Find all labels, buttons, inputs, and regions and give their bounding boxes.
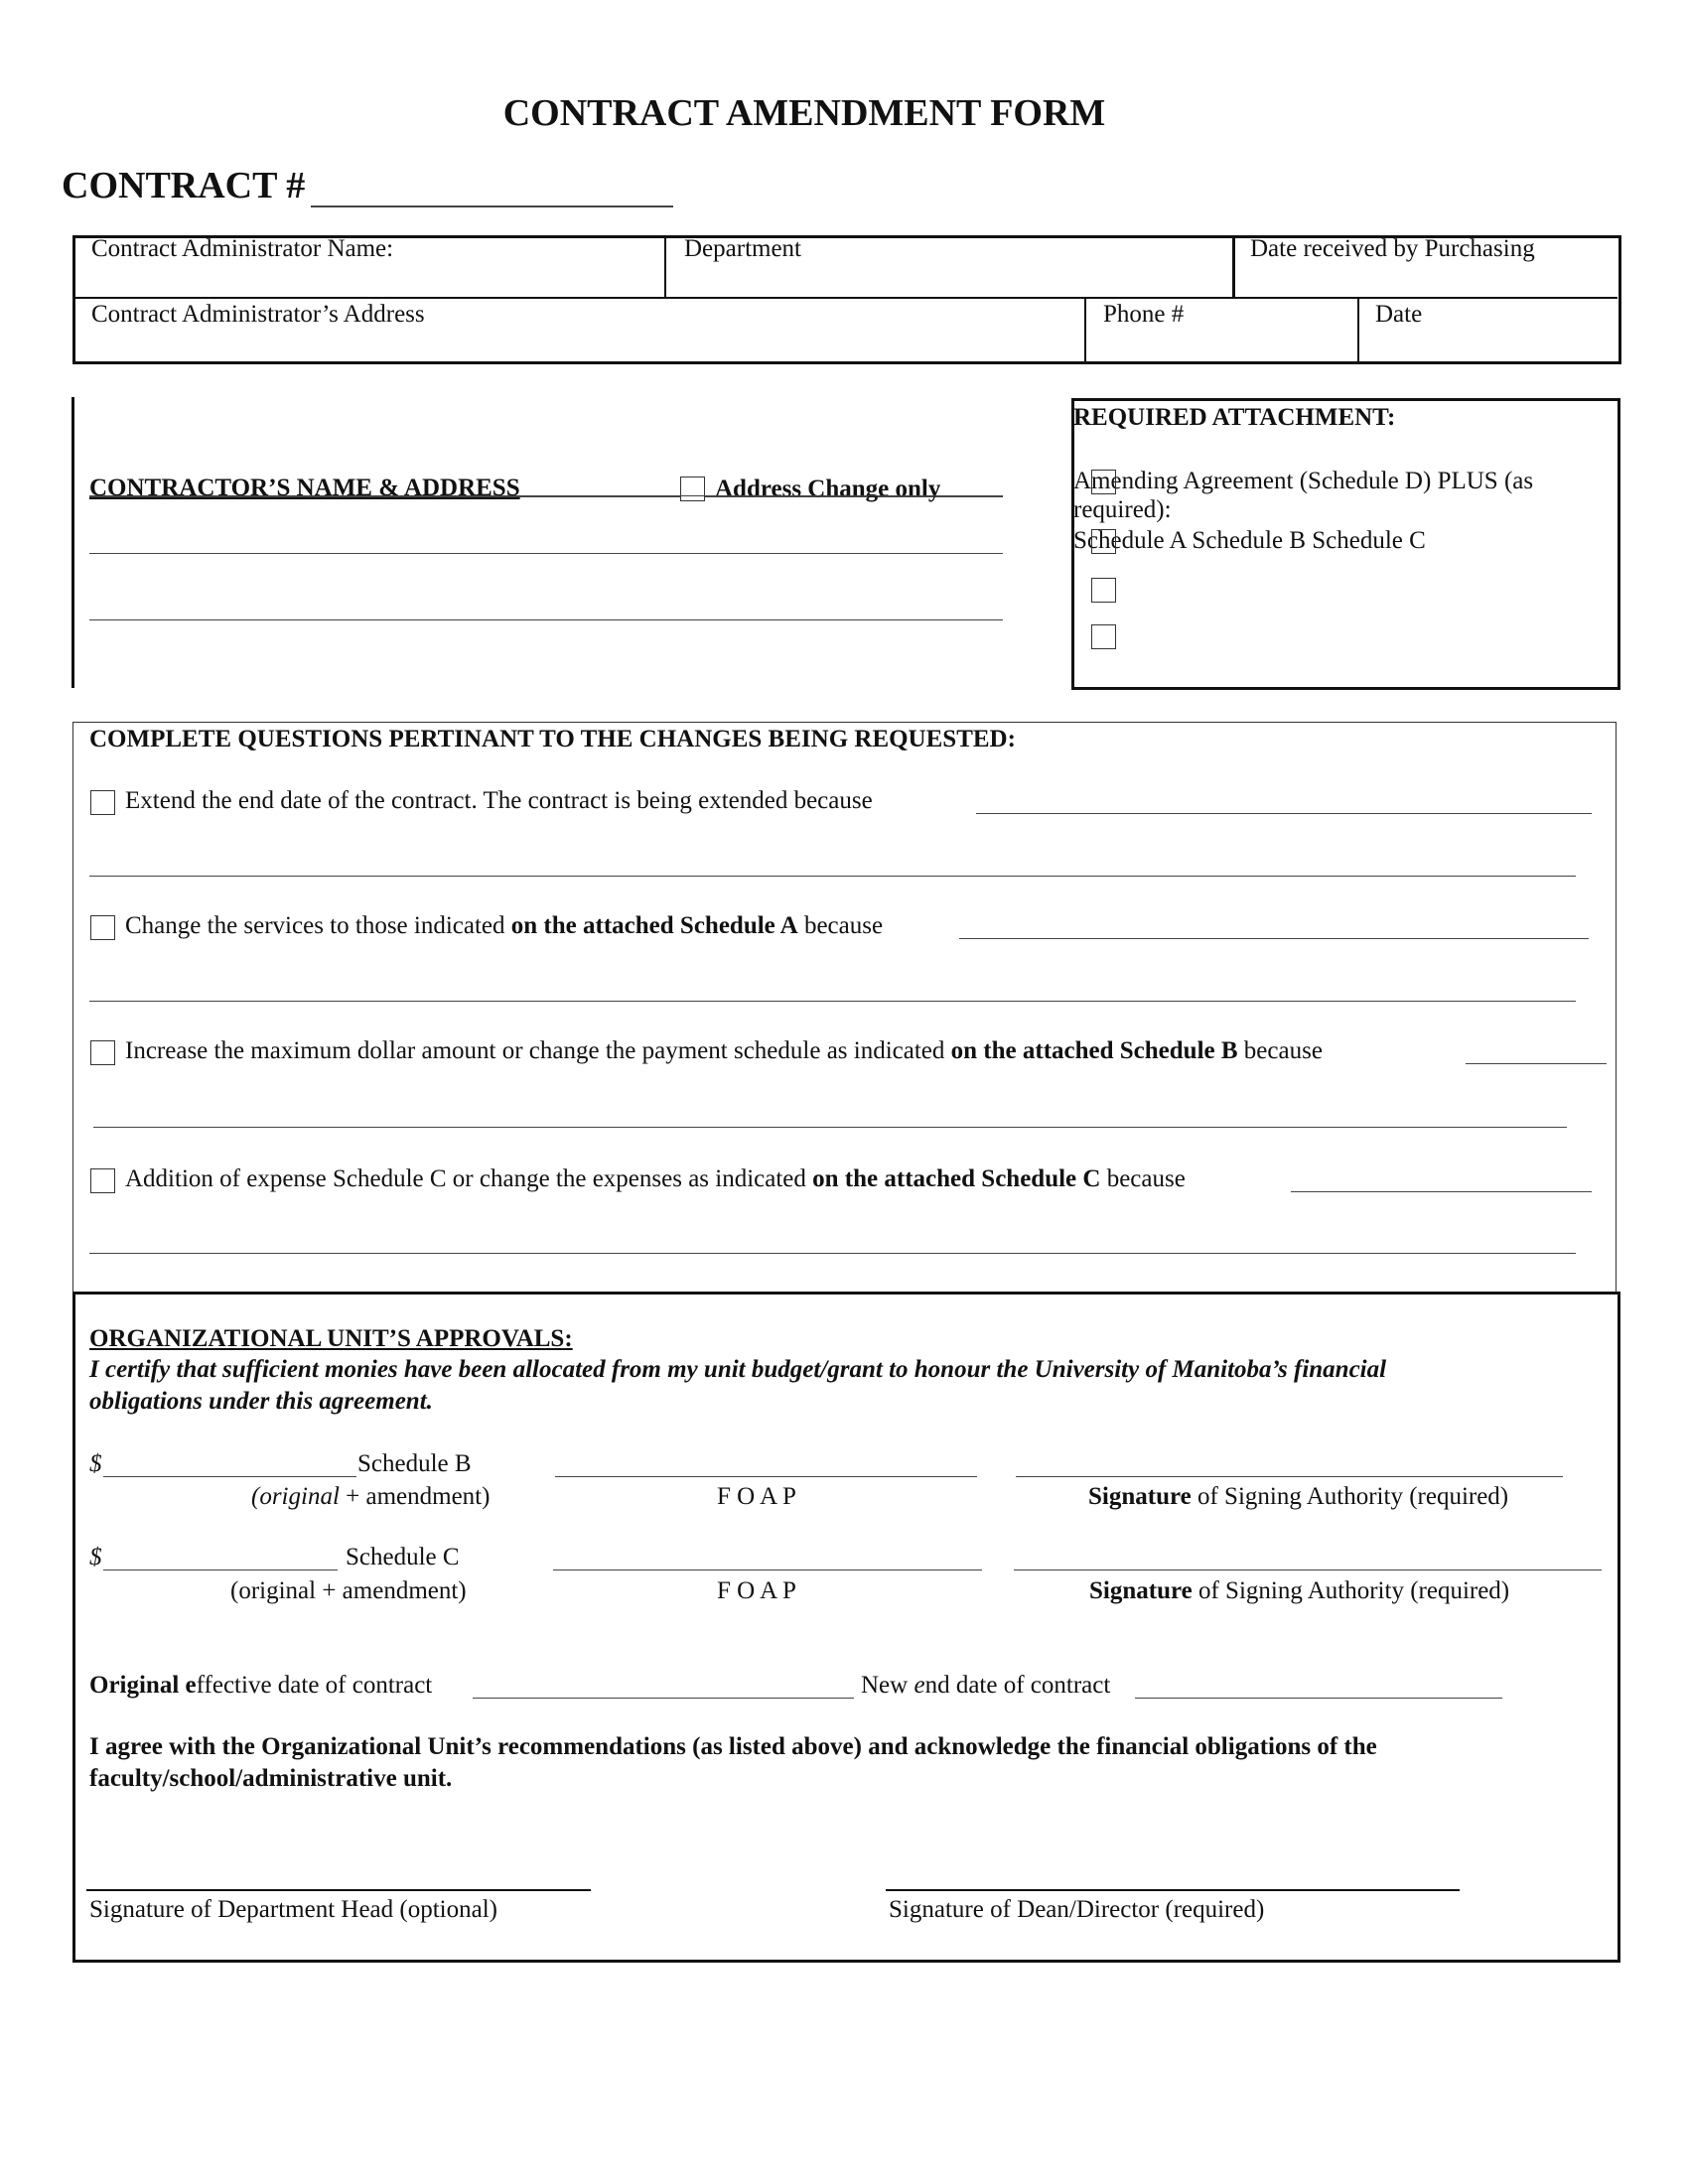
expense-reason-line-2[interactable] <box>89 1253 1576 1254</box>
new-end-date-input[interactable] <box>1135 1698 1502 1699</box>
increase-amount-question <box>87 1037 1323 1065</box>
schedule-b-note-original: (original <box>251 1483 340 1510</box>
new-end-rest: nd date of contract <box>924 1672 1111 1699</box>
amount-reason-line-2[interactable] <box>93 1127 1567 1128</box>
phone-field[interactable]: Phone # <box>1103 301 1185 328</box>
contractor-name-address-label: CONTRACTOR’S NAME & ADDRESS <box>89 475 520 501</box>
schedule-b-checkbox[interactable] <box>1091 578 1116 603</box>
services-reason-line-2[interactable] <box>89 1001 1576 1002</box>
certify-line-2: obligations under this agreement. <box>89 1388 433 1415</box>
extend-reason-line-1[interactable] <box>976 813 1592 814</box>
schedule-b-signature-input[interactable] <box>1016 1476 1563 1477</box>
extend-end-date-text: Extend the end date of the contract. The contract is being extended because <box>125 787 873 814</box>
schedule-c-checkbox[interactable] <box>1091 624 1116 649</box>
admin-table-col-divider <box>1357 298 1359 361</box>
schedule-b-amount-input[interactable] <box>103 1476 356 1477</box>
extend-reason-line-2[interactable] <box>89 876 1576 877</box>
attachment-line-1: Amending Agreement (Schedule D) PLUS (as <box>1073 468 1534 494</box>
amount-reason-line-1[interactable] <box>1466 1063 1607 1064</box>
admin-table-col-divider <box>1232 236 1235 298</box>
admin-table-row-divider <box>73 297 1618 299</box>
schedule-b-signature-label <box>1088 1483 1508 1511</box>
dean-signature-label: Signature of Dean/Director (required) <box>889 1896 1265 1923</box>
admin-name-field[interactable]: Contract Administrator Name: <box>91 235 394 262</box>
schedule-c-dollar-sign: $ <box>89 1544 102 1570</box>
schedule-c-signature-rest: of Signing Authority (required) <box>1192 1577 1510 1604</box>
dept-head-signature-line[interactable] <box>86 1889 591 1891</box>
agreement-line-2: faculty/school/administrative unit. <box>89 1765 453 1792</box>
expense-schedule-because: because <box>1100 1165 1186 1192</box>
contractor-line-2[interactable] <box>89 553 1003 554</box>
expense-schedule-question <box>87 1165 1186 1193</box>
schedule-c-foap-label: F O A P <box>717 1577 796 1604</box>
attachment-line-3: Schedule A Schedule B Schedule C <box>1073 527 1426 554</box>
required-attachment-heading: REQUIRED ATTACHMENT: <box>1073 404 1396 431</box>
admin-table-col-divider <box>1084 298 1086 361</box>
change-services-because: because <box>797 912 884 939</box>
date-field[interactable]: Date <box>1375 301 1423 328</box>
change-services-question <box>87 912 883 940</box>
increase-amount-text: Increase the maximum dollar amount or change the payment schedule as indicated <box>125 1037 951 1064</box>
form-title: CONTRACT AMENDMENT FORM <box>502 92 1106 134</box>
schedule-c-note: (original + amendment) <box>230 1577 467 1604</box>
extend-end-date-question <box>87 787 873 815</box>
change-services-text: Change the services to those indicated <box>125 912 511 939</box>
contractor-strike-line <box>89 495 1003 496</box>
schedule-b-ref: on the attached Schedule B <box>950 1037 1238 1064</box>
dean-signature-line[interactable] <box>886 1889 1460 1891</box>
expense-reason-line-1[interactable] <box>1291 1191 1592 1192</box>
agreement-line-1: I agree with the Organizational Unit’s recommendations (as listed above) and acknowledge the financial obligations of the <box>89 1733 1377 1760</box>
questions-heading: COMPLETE QUESTIONS PERTINANT TO THE CHANGES BEING REQUESTED: <box>89 726 1016 752</box>
services-reason-line-1[interactable] <box>959 938 1589 939</box>
dept-head-signature-label: Signature of Department Head (optional) <box>89 1896 497 1923</box>
certify-line-1: I certify that sufficient monies have been allocated from my unit budget/grant to honour the University of Manitoba’s financial <box>89 1356 1387 1383</box>
schedule-b-note <box>251 1483 490 1511</box>
schedule-c-signature-bold: Signature <box>1089 1577 1193 1604</box>
schedule-b-label: Schedule B <box>357 1450 472 1477</box>
original-word: Original <box>89 1672 180 1699</box>
increase-amount-because: because <box>1237 1037 1323 1064</box>
schedule-c-ref: on the attached Schedule C <box>812 1165 1101 1192</box>
new-word: New <box>861 1672 914 1699</box>
contract-number-input[interactable] <box>311 176 673 207</box>
schedule-b-foap-label: F O A P <box>717 1483 796 1510</box>
contract-number-field <box>62 164 673 207</box>
date-received-field[interactable]: Date received by Purchasing <box>1250 235 1535 262</box>
contract-number-label: CONTRACT # <box>62 165 306 206</box>
schedule-c-label: Schedule C <box>346 1544 460 1570</box>
schedule-b-foap-input[interactable] <box>555 1476 977 1477</box>
expense-schedule-text: Addition of expense Schedule C or change the expenses as indicated <box>125 1165 813 1192</box>
contractor-section-border <box>71 397 74 688</box>
original-e: e <box>179 1672 197 1699</box>
approvals-heading: ORGANIZATIONAL UNIT’S APPROVALS: <box>89 1325 573 1352</box>
schedule-c-signature-label <box>1089 1577 1509 1605</box>
schedule-b-signature-rest: of Signing Authority (required) <box>1191 1483 1509 1510</box>
schedule-b-signature-bold: Signature <box>1088 1483 1192 1510</box>
address-change-checkbox[interactable] <box>680 477 705 501</box>
schedule-a-checkbox[interactable] <box>1091 529 1116 554</box>
original-effective-date-input[interactable] <box>473 1698 854 1699</box>
original-rest: ffective date of contract <box>196 1672 433 1699</box>
original-effective-date-label <box>89 1672 432 1700</box>
schedule-b-dollar-sign: $ <box>89 1450 102 1477</box>
admin-address-field[interactable]: Contract Administrator’s Address <box>91 301 425 328</box>
department-field[interactable]: Department <box>684 235 802 262</box>
schedule-b-note-amendment: + amendment) <box>339 1483 491 1510</box>
admin-table-col-divider <box>664 236 666 298</box>
new-end-date-label <box>861 1672 1110 1700</box>
schedule-a-ref: on the attached Schedule A <box>510 912 798 939</box>
new-end-e: e <box>914 1672 925 1699</box>
address-change-label: Address Change only <box>715 476 941 502</box>
attachment-line-2: required): <box>1073 496 1172 523</box>
contractor-line-3[interactable] <box>89 619 1003 620</box>
schedule-d-checkbox[interactable] <box>1091 470 1116 494</box>
